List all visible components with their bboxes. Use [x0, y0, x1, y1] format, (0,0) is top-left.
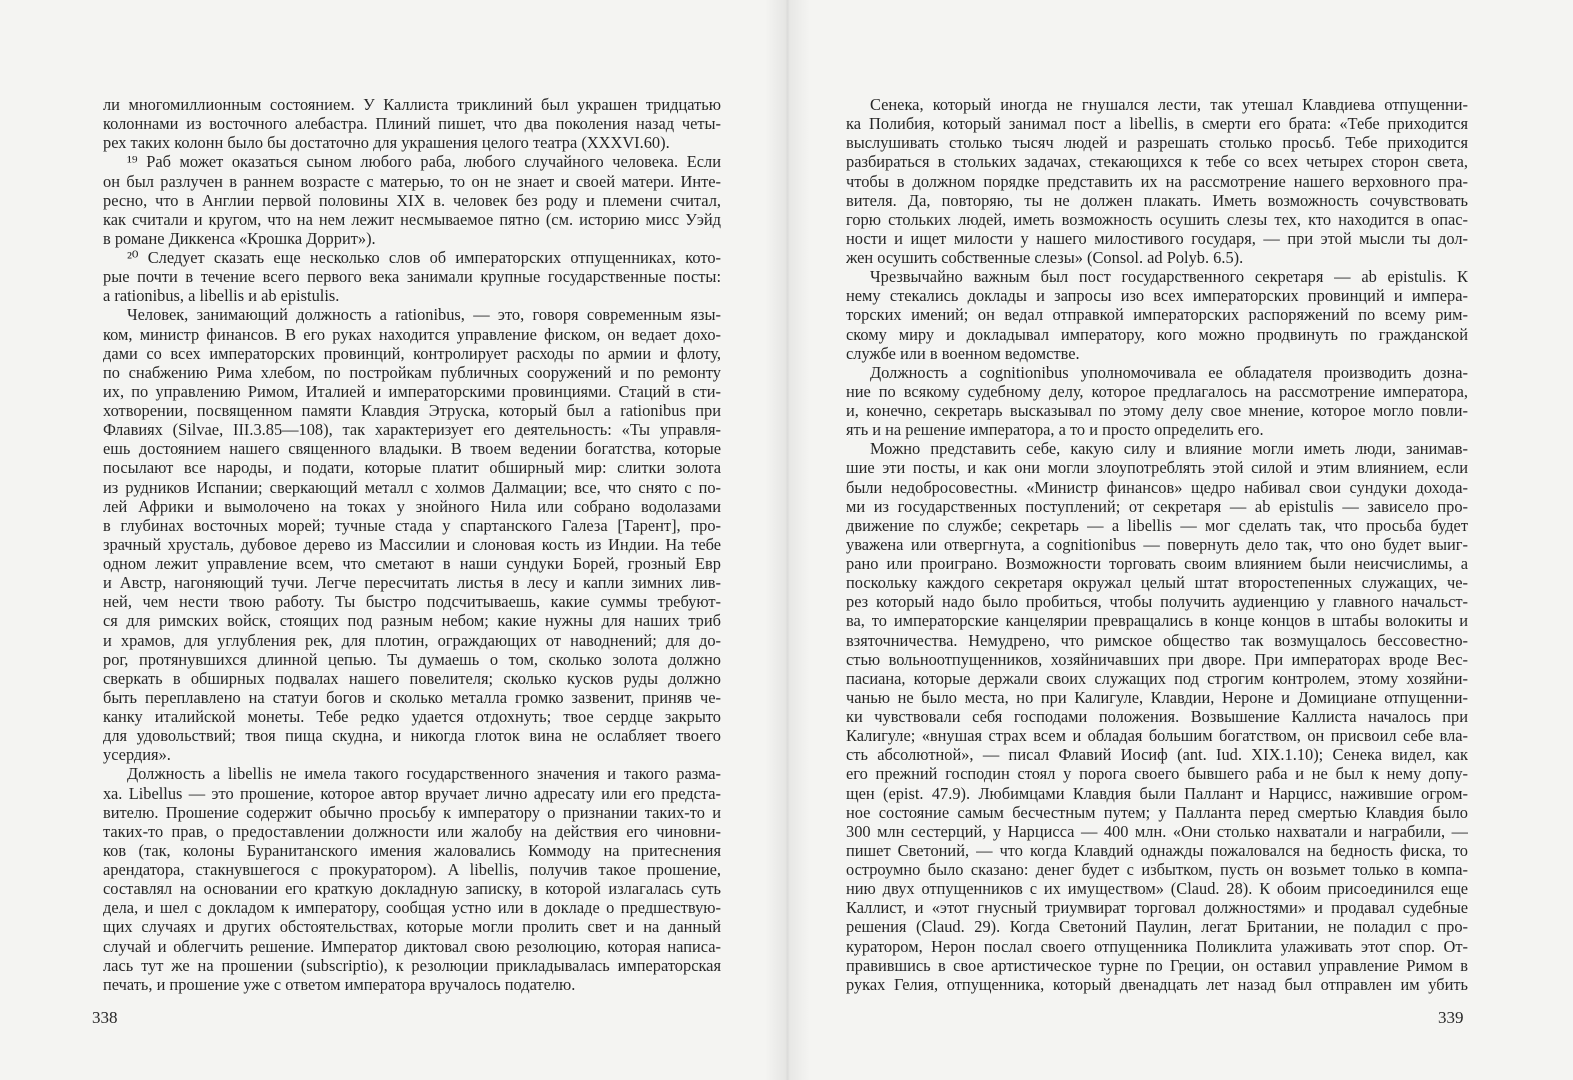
- text-line: Калигуле; «внушая страх всем и обладая большим богатством, он присвоил себе вла-: [846, 726, 1468, 746]
- text-line: ком, министр финансов. В его руках находится управление фиском, он ведает дохо-: [103, 324, 721, 344]
- text-line: и Австр, нагоняющий тучи. Легче пересчитать листья в лесу и капли зимних лив-: [103, 573, 721, 593]
- text-line: остроумно было сказано: денег будет с избытком, пусть он возьмет только в компа-: [846, 860, 1468, 879]
- text-line: дела, и шел с докладом к императору, сообщая устно или в докладе о предшествую-: [103, 898, 721, 918]
- text-line: лей Африки и вымолочено на токах у знойного Нила или собрано водолазами: [103, 496, 721, 516]
- text-line: быть переплавлено на статуи богов и сколько металла громко зазвенит, приняв че-: [103, 687, 721, 707]
- text-line: случай и облегчить решение. Император диктовал свою резолюцию, которая написа-: [103, 936, 721, 956]
- text-line: составлял на основании его краткую докладную записку, в которой излагалась суть: [103, 879, 721, 899]
- text-line: ять и на решение императора, а то и просто определить его.: [846, 420, 1264, 440]
- text-line: Каллист, и «этот гнусный триумвират торговал должностями» и продавал судебные: [846, 898, 1468, 918]
- text-line: Человек, занимающий должность a rationibus, — это, говоря современным язы-: [127, 305, 721, 325]
- text-line: Должность a cognitionibus уполномочивала ее обладателя производить дозна-: [870, 362, 1468, 382]
- text-line: сверкать в обширных подвалах нашего повелителя; сколько кусков руды должно: [103, 668, 721, 688]
- text-line: ние по всякому судебному делу, которое предлагалось на рассмотрение императора,: [846, 381, 1468, 401]
- text-line: лась тут же на прошении (subscriptio), к резолюции прикладывалась императорская: [103, 955, 721, 975]
- text-line: уважена или отвергнута, а cognitionibus — повернуть дело так, что оно будет выиг-: [846, 534, 1468, 554]
- text-line: ся для римских войск, стоящих под разным небом; какие нужны для наших триб: [103, 611, 721, 631]
- text-line: хотворении, посвященном памяти Клавдия Этруска, который был a rationibus при: [103, 401, 721, 420]
- text-line: чанью не было места, но при Калигуле, Клавдии, Нероне и Домициане отпущенни-: [846, 687, 1468, 707]
- text-line: рые почти в течение всего первого века занимали крупные государственные посты:: [103, 267, 721, 287]
- text-line: усердия».: [103, 745, 171, 765]
- text-line: Можно представить себе, какую силу и влияние могли иметь люди, занимав-: [870, 439, 1468, 459]
- text-line: пасиана, которые держали своих служащих под строгим контролем, этому хозяйни-: [846, 668, 1468, 688]
- text-line: и храмов, для углубления рек, для плотин, ограждающих от наводнений; для до-: [103, 630, 721, 650]
- text-line: как считали и кругом, что на нем лежит несмываемое пятно (см. историю мисс Уэйд: [103, 209, 721, 229]
- text-line: ка Полибия, который занимал пост a libellis, в смерти его брата: «Тебе приходится: [846, 114, 1468, 134]
- text-line: дами со всех императорских провинций, контролирует расходы по армии и флоту,: [103, 343, 721, 363]
- text-line: из рудников Испании; сверкающий металл с холмов Далмации; все, что снято с по-: [103, 477, 721, 497]
- text-line: зрачный хрусталь, дубовое дерево из Массилии и слоновая кость из Индии. На тебе: [103, 534, 721, 554]
- page-number-right: 339: [1438, 1008, 1464, 1027]
- text-line: ешь достоянием нашего священного владыки. В твоем ведении богатства, которые: [103, 439, 721, 459]
- text-line: торских имений; он ведал отправкой императорских распоряжений по всему рим-: [846, 305, 1468, 325]
- text-line: ми из государственных поступлений; от секретаря — ab epistulis — зависело про-: [846, 496, 1468, 516]
- text-line: пишет Светоний, — что когда Клавдий однажды пожаловался на бедность фиска, то: [846, 840, 1468, 860]
- text-line: вителя. Да, повторяю, ты не должен плакать. Иметь возможность сочувствовать: [846, 190, 1468, 210]
- text-line: куратором, Нерон послал своего отпущенника Поликлита улаживать этот спор. От-: [846, 936, 1468, 956]
- text-line: печать, и прошение уже с ответом императора вручалось подателю.: [103, 974, 576, 994]
- text-line: и, конечно, секретарь высказывал по этому делу свое мнение, которое могло повли-: [846, 401, 1468, 420]
- text-line: жен осушить собственные слезы» (Consol. ad Polyb. 6.5).: [846, 248, 1244, 267]
- text-line: рех таких колонн было бы достаточно для украшения целого театра (XXXVI.60).: [103, 133, 670, 153]
- text-line: горю стольких людей, иметь возможность осушить слезы тех, кто находится в опас-: [846, 209, 1468, 229]
- text-line: вителю. Прошение содержит обычно просьбу к императору о признании таких-то и: [103, 802, 721, 822]
- text-line: ков (так, колоны Буранитанского имения жаловались Коммоду на притеснения: [103, 840, 721, 860]
- text-line: решения (Claud. 29). Когда Светоний Паулин, легат Британии, не поладил с про-: [846, 917, 1468, 937]
- book-gutter: [765, 0, 810, 1080]
- text-line: скому миру и докладывал императору, кого можно продвинуть по гражданской: [846, 324, 1468, 344]
- text-line: посылают все народы, и подати, которые платит обширный мир: слитки золота: [103, 458, 721, 478]
- text-line: нию двух отпущенников с их имуществом» (Claud. 28). К обоим присоединился еще: [846, 879, 1468, 899]
- text-line: канку италийской монеты. Тебе редко удается отдохнуть; твое сердце закрыто: [103, 707, 721, 726]
- text-line: разбираться в стольких задачах, стекающихся к тебе со всех четырех сторон света,: [846, 152, 1468, 172]
- text-line: ное состояние самым бесчестным путем; у Палланта перед смертью Клавдия было: [846, 802, 1468, 822]
- text-line: ва, то императорские канцелярии превращались в конце концов в штабы волокиты и: [846, 611, 1468, 631]
- text-line: ности и ищет милости у нашего милостивого государя, — при этой мысли ты дол-: [846, 228, 1468, 248]
- text-line: щих случаях и других обстоятельствах, которые могли пролить свет и на данный: [103, 917, 721, 937]
- text-line: ²⁰ Следует сказать еще несколько слов об императорских отпущенниках, кото-: [127, 248, 721, 267]
- text-line: ней, чем нести твою работу. Ты быстро подсчитываешь, какие суммы требуют-: [103, 592, 721, 612]
- text-line: рано или проиграно. Возможности торговать своим влиянием были неисчислимы, а: [846, 554, 1468, 573]
- text-line: были недобросовестны. «Министр финансов» щедро набивал свои сундуки дохода-: [846, 477, 1468, 497]
- text-line: движение по службе; секретарь — a libellis — мог сделать так, что просьба будет: [846, 515, 1468, 535]
- text-line: Должность a libellis не имела такого государственного значения и такого разма-: [127, 764, 721, 784]
- text-line: колоннами из восточного алебастра. Плиний пишет, что два поколения назад четы-: [103, 114, 721, 134]
- text-line: ки чувствовали себя господами положения. Возвышение Каллиста началось при: [846, 707, 1468, 726]
- text-line: a rationibus, a libellis и ab epistulis.: [103, 286, 340, 306]
- text-line: ха. Libellus — это прошение, которое автор вручает лично адресату или его предста-: [103, 783, 721, 803]
- text-line: 300 млн сестерций, у Нарцисса — 400 млн. «Они столько нахватали и награбили, —: [846, 821, 1468, 841]
- right-page-text: [846, 95, 1468, 994]
- text-line: арендатора, стакнувшегося с прокуратором). A libellis, получив такое прошение,: [103, 860, 721, 879]
- text-line: службе или в военном ведомстве.: [846, 343, 1080, 363]
- text-line: рог, протянувшихся длинной цепью. Ты думаешь о том, сколько золота должно: [103, 649, 721, 669]
- text-line: в глубинах восточных морей; тучные стада у спартанского Галеза [Тарент], про-: [103, 515, 721, 535]
- text-line: шие эти посты, и как они могли злоупотреблять этой силой и этим влиянием, если: [846, 458, 1468, 478]
- page-number-left: 338: [92, 1008, 118, 1027]
- text-line: его прежний господин стоял у порога своего бывшего раба и не был к нему допу-: [846, 764, 1468, 784]
- text-line: Сенека, который иногда не гнушался лести, так утешал Клавдиева отпущенни-: [870, 95, 1468, 114]
- text-line: одном лежит управление всем, что сметают в наши сундуки Борей, грозный Евр: [103, 554, 721, 573]
- text-line: поскольку каждого секретаря окружал целый штат второстепенных служащих, че-: [846, 573, 1468, 593]
- text-line: рез который надо было пробиться, чтобы получить аудиенцию у главного начальст-: [846, 592, 1468, 612]
- text-line: взяточничества. Немудрено, что римское общество так возмущалось бессовестно-: [846, 630, 1468, 650]
- text-line: по снабжению Рима хлебом, по постройкам публичных сооружений и по ремонту: [103, 362, 721, 382]
- text-line: правившись в свое артистическое турне по Греции, он оставил управление Римом в: [846, 955, 1468, 975]
- text-line: щен (epist. 47.9). Любимцами Клавдия были Паллант и Нарцисс, нажившие огром-: [846, 783, 1468, 803]
- text-line: таких-то прав, о предоставлении должности или жалобу на действия его чиновни-: [103, 821, 721, 841]
- text-line: руках Гелия, отпущенника, который двенадцать лет назад был отправлен им убить: [846, 974, 1468, 994]
- text-line: ли многомиллионным состоянием. У Каллиста триклиний был украшен тридцатью: [103, 95, 721, 114]
- text-line: выслушивать столько тысяч людей и разрешать столько просьб. Тебе приходится: [846, 133, 1468, 153]
- text-line: Флавиях (Silvae, III.3.85—108), так характеризует его деятельность: «Ты управля-: [103, 420, 721, 440]
- text-line: ресно, что в Англии первой половины XIX в. человек без роду и племени считал,: [103, 190, 721, 210]
- text-line: чтобы в должном порядке представить их на рассмотрение нашего верховного пра-: [846, 171, 1468, 191]
- text-line: Чрезвычайно важным был пост государственного секретаря — ab epistulis. К: [870, 267, 1468, 287]
- text-line: для удовольствий; твоя пища скудна, и никогда глоток вина не ослабляет твоего: [103, 726, 721, 746]
- text-line: он был разлучен в раннем возрасте с матерью, то он не знает и своей матери. Инте-: [103, 171, 721, 191]
- text-line: их, по управлению Римом, Италией и императорскими провинциями. Стаций в сти-: [103, 381, 721, 401]
- text-line: нему стекались доклады и запросы изо всех императорских провинций и импера-: [846, 286, 1468, 306]
- text-line: в романе Диккенса «Крошка Доррит»).: [103, 228, 376, 248]
- text-line: ¹⁹ Раб может оказаться сыном любого раба, любого случайного человека. Если: [127, 152, 721, 172]
- text-line: сть абсолютной», — писал Флавий Иосиф (ant. Iud. XIX.1.10); Сенека видел, как: [846, 745, 1468, 765]
- text-line: стью вольноотпущенников, хозяйничавших при дворе. При императорах вроде Вес-: [846, 649, 1468, 669]
- left-page-text: [103, 95, 721, 994]
